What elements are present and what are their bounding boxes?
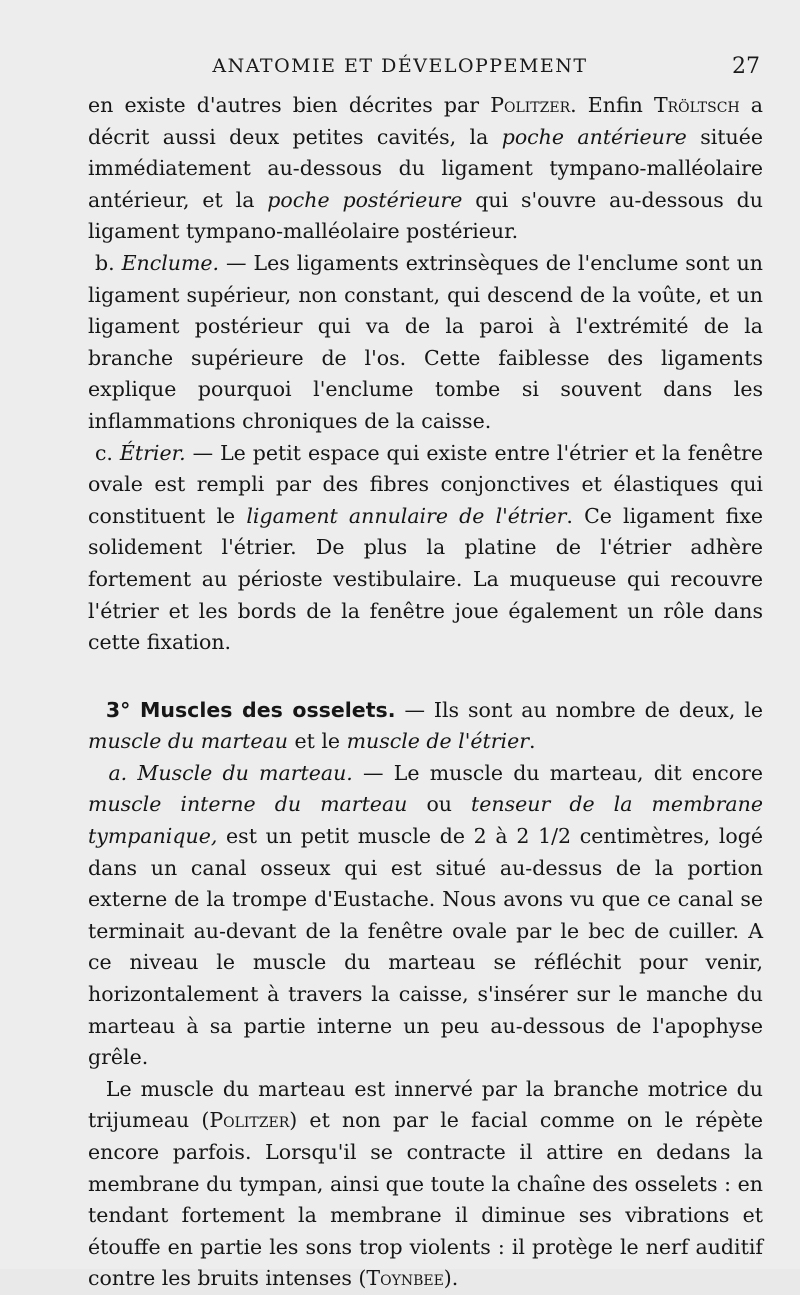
term-muscle-etrier: muscle de l'étrier xyxy=(346,729,530,754)
paragraph-enclume xyxy=(88,248,763,438)
author-politzer: Politzer xyxy=(209,1108,290,1133)
section-heading-enclume: Enclume. xyxy=(121,250,220,275)
section-label: c. xyxy=(94,440,120,465)
text-run: ou xyxy=(407,792,472,817)
section-heading-muscles: 3° Muscles des osselets. xyxy=(105,697,396,722)
body-text xyxy=(88,90,763,1295)
section-heading-muscle-marteau: a. Muscle du marteau. xyxy=(108,760,353,785)
text-run: a décrit aussi deux petites cavités, la xyxy=(88,93,763,149)
text-run: située immédiatement au-dessous du ligament tympano-malléolaire antérieur, et la xyxy=(88,124,763,212)
term-poche-anterieure: poche antérieure xyxy=(501,124,687,149)
text-run: . Enfin xyxy=(570,93,654,117)
text-run: et le xyxy=(287,729,347,754)
term-muscle-interne: muscle interne du marteau xyxy=(88,792,408,817)
author-politzer: Politzer xyxy=(490,93,571,117)
term-muscle-marteau: muscle du marteau xyxy=(88,729,288,754)
text-run: — Le muscle du marteau, dit encore xyxy=(352,760,763,785)
paragraph-innervation xyxy=(88,1074,763,1295)
author-toynbee: Toynbee xyxy=(366,1266,444,1291)
text-run: — Le petit espace qui existe entre l'étrier et la fenêtre ovale est rempli par des fibres conjonctives et élastiques qui constituent le xyxy=(88,440,763,528)
paragraph-muscles-osselets xyxy=(88,695,763,758)
running-title: ANATOMIE ET DÉVELOPPEMENT xyxy=(212,55,588,77)
text-run: ) et non par le facial comme on le répète encore parfois. Lorsqu'il se contracte il attire en dedans la membrane du tympan, ainsi que toute la chaîne des osselets : en tendant fortement la membrane il diminue ses vibrations et étouffe en partie les sons trop violents : il protège le nerf auditif contre les bruits intenses ( xyxy=(88,1108,764,1291)
text-run: . xyxy=(529,729,536,754)
text-run: Le muscle du marteau est innervé par la branche motrice du trijumeau ( xyxy=(88,1076,763,1133)
section-label: b. xyxy=(94,250,122,275)
page-number: 27 xyxy=(732,54,760,79)
text-run: ). xyxy=(443,1266,459,1291)
text-run: . Ce ligament fixe solidement l'étrier. De plus la platine de l'étrier adhère fortement au périoste vestibulaire. La muqueuse qui recouvre l'étrier et les bords de la fenêtre joue également un rôle dans cette fixation. xyxy=(88,503,764,655)
term-poche-posterieure: poche postérieure xyxy=(267,187,463,212)
author-troltsch: Tröltsch xyxy=(653,93,740,117)
text-run: est un petit muscle de 2 à 2 1/2 centimètres, logé dans un canal osseux qui est situé au-dessus de la portion externe de la trompe d'Eustache. Nous avons vu que ce canal se terminait au-devant de la fenêtre ovale par le bec de cuiller. A ce niveau le muscle du marteau se réfléchit pour venir, horizontalement à travers la caisse, s'insérer sur le manche du marteau à sa partie interne un peu au-dessous de l'apophyse grêle. xyxy=(88,824,763,1070)
term-ligament-annulaire: ligament annulaire de l'étrier xyxy=(246,503,567,528)
text-run: — Ils sont au nombre de deux, le xyxy=(395,697,763,722)
paragraph-etrier xyxy=(88,438,763,659)
text-run: — Les ligaments extrinsèques de l'enclume sont un ligament supérieur, non constant, qui descend de la voûte, et un ligament postérieur qui va de la paroi à l'extrémité de la branche supérieure de l'os. Cette faiblesse des ligaments explique pourquoi l'enclume tombe si souvent dans les inflammations chroniques de la caisse. xyxy=(88,250,763,433)
term-tenseur: tenseur de la membrane tympanique, xyxy=(88,792,763,849)
section-heading-etrier: Étrier. xyxy=(119,440,186,465)
paragraph-muscle-marteau xyxy=(88,758,763,1074)
text-run: qui s'ouvre au-dessous du ligament tympano-malléolaire postérieur. xyxy=(88,187,764,244)
paragraph-ossicle-ligaments xyxy=(88,90,763,248)
text-run: en existe d'autres bien décrites par xyxy=(88,93,491,117)
section-gap xyxy=(88,659,763,695)
